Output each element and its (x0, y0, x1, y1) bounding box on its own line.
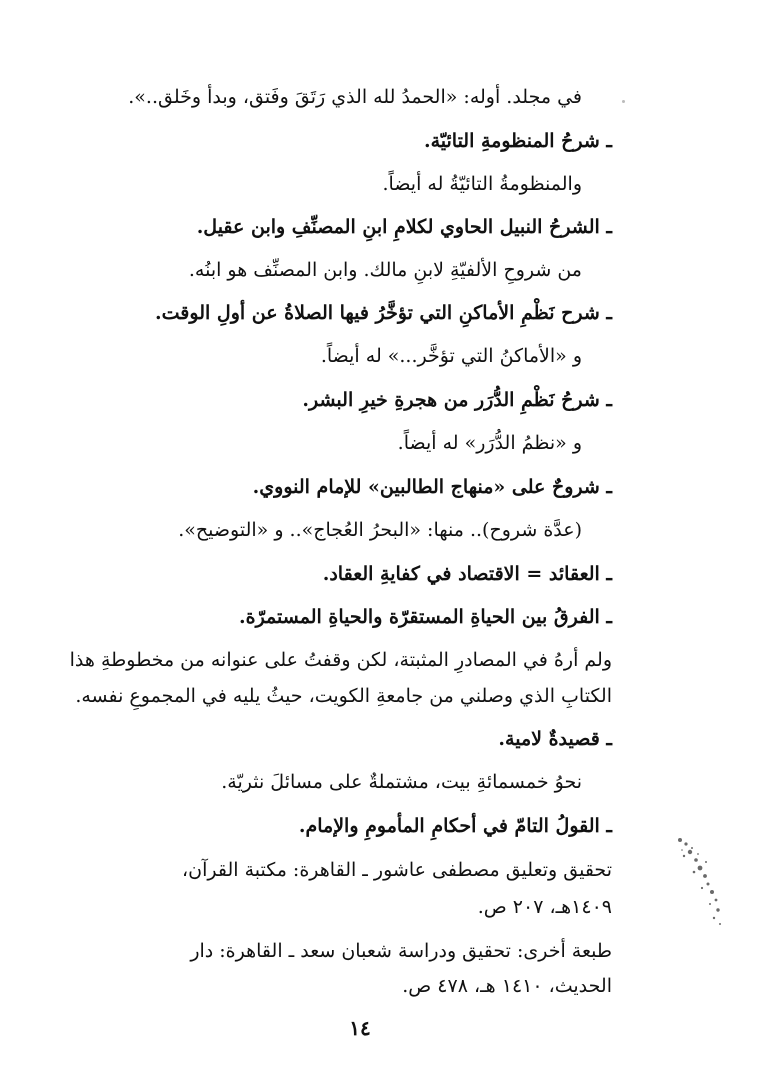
heading-al-sharh-al-nabil: ـ الشرحُ النبيل الحاوي لكلامِ ابنِ المصنِّفِ وابن عقيل. (196, 216, 612, 238)
heading-al-farq: ـ الفرقُ بين الحياةِ المستقرّة والحياةِ المستمرّة. (239, 606, 612, 628)
text-line-21: طبعة أخرى: تحقيق ودراسة شعبان سعد ـ القاهرة: دار (190, 940, 612, 962)
heading-al-manzuma-al-taiyya: ـ شرحُ المنظومةِ التائيّة. (423, 130, 612, 152)
heading-qasida-lamiyya: ـ قصيدةٌ لامية. (498, 728, 612, 750)
heading-nazm-al-amakin: ـ شرح نَظْمِ الأماكنِ التي تؤخَّرُ فيها الصلاةُ عن أولِ الوقت. (155, 302, 612, 324)
scan-smudge-graphic (672, 832, 732, 932)
page-number: ١٤ (349, 1016, 371, 1040)
heading-nazm-al-durar: ـ شرحُ نَظْمِ الدُّرَر من هجرةِ خيرِ البشر. (302, 389, 612, 411)
text-line-14: ولم أرهُ في المصادرِ المثبتة، لكن وقفتُ على عنوانه من مخطوطةِ هذا (69, 649, 612, 671)
text-line-17: نحوُ خمسمائةِ بيت، مشتملةٌ على مسائلَ نثريّة. (221, 771, 582, 793)
text-line-7: و «الأماكنُ التي تؤخَّر...» له أيضاً. (320, 345, 582, 367)
scan-speck (622, 100, 625, 103)
text-line-20: ١٤٠٩هـ، ٢٠٧ ص. (477, 896, 612, 918)
heading-minhaj-al-talibin: ـ شروحٌ على «منهاج الطالبين» للإمام النووي. (252, 476, 612, 498)
text-line-22: الحديث، ١٤١٠ هـ، ٤٧٨ ص. (402, 975, 612, 997)
heading-al-qawl-al-tamm: ـ القولُ التامّ في أحكامِ المأمومِ والإمام. (298, 815, 612, 837)
text-line-3: والمنظومةُ التائيّةُ له أيضاً. (382, 173, 582, 195)
text-line-9: و «نظمُ الدُّرَر» له أيضاً. (397, 432, 582, 454)
text-line-1: في مجلد. أوله: «الحمدُ لله الذي رَتَقَ وفَتق، وبدأ وخَلق..». (128, 86, 582, 108)
text-line-11: (عدَّة شروح).. منها: «البحرُ العُجاج».. و «التوضيح». (178, 519, 582, 541)
text-line-19: تحقيق وتعليق مصطفى عاشور ـ القاهرة: مكتبة القرآن، (182, 859, 612, 881)
text-line-5: من شروحِ الألفيّةِ لابنِ مالك. وابن المصنِّف هو ابنُه. (188, 259, 582, 281)
text-line-15: الكتابِ الذي وصلني من جامعةِ الكويت، حيثُ يليه في المجموعِ نفسه. (75, 685, 612, 707)
heading-al-aqaid: ـ العقائد = الاقتصاد في كفايةِ العقاد. (322, 563, 612, 585)
